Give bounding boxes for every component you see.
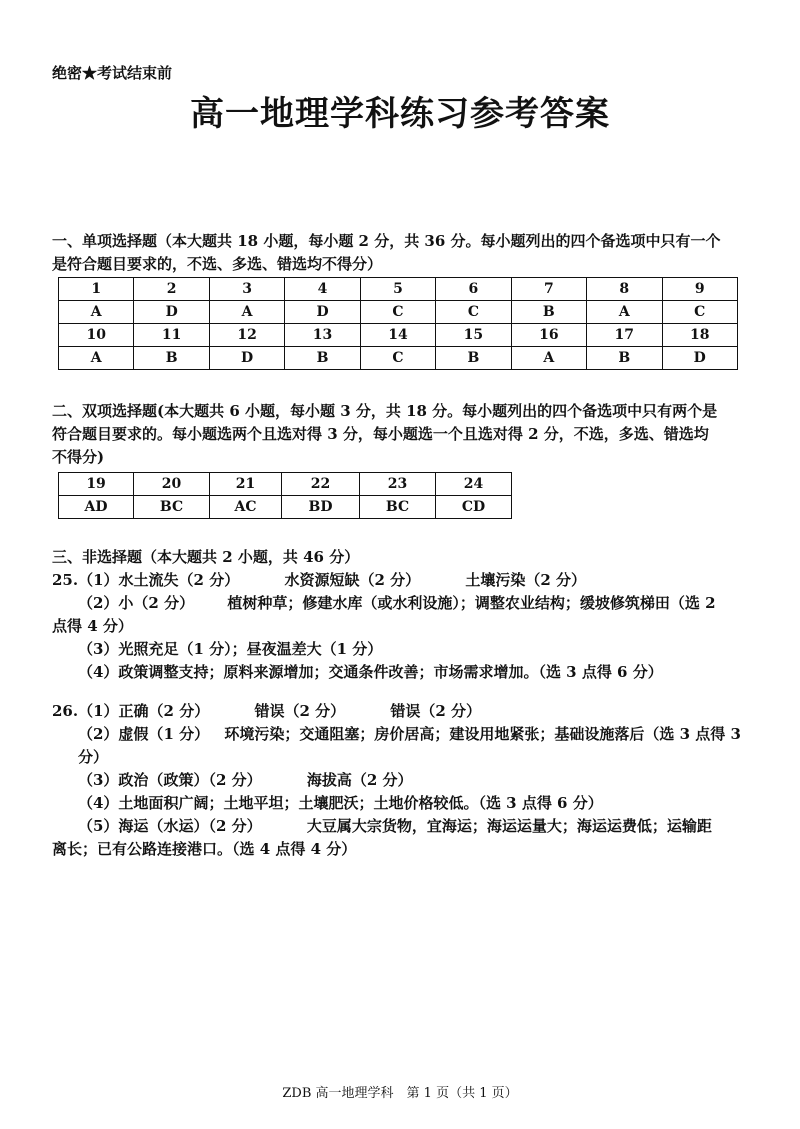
q26-part2-b: 环境污染；交通阻塞；房价居高；建设用地紧张；基础设施落后（选 3 点得 3 — [224, 725, 741, 743]
section2-heading-line1: 二、双项选择题(本大题共 6 小题，每小题 3 分，共 18 分。每小题列出的四个备选项中只有两个是 — [52, 402, 718, 420]
q26-part2-a: （2）虚假（1 分） — [78, 725, 210, 743]
section2-table-cell: 20 — [134, 473, 210, 496]
section1-table-cell: 1 — [59, 278, 134, 301]
section2-table-cell: CD — [435, 496, 511, 519]
q25-part2-cont: 点得 4 分） — [52, 617, 133, 635]
section1-table-cell: C — [360, 347, 435, 370]
q26-part3-b: 海拔高（2 分） — [306, 771, 413, 789]
section2-table-cell: BC — [134, 496, 210, 519]
q26-part1-c: 错误（2 分） — [390, 702, 482, 720]
section1-table-cell: C — [436, 301, 511, 324]
q26-part2-cont: 分） — [78, 748, 109, 766]
q26-part5-cont: 离长；已有公路连接港口。（选 4 点得 4 分） — [52, 840, 357, 858]
section1-heading-line2: 是符合题目要求的，不选、多选、错选均不得分） — [52, 255, 383, 273]
section1-table-cell: B — [134, 347, 209, 370]
q25-part1-b: 水资源短缺（2 分） — [284, 571, 421, 589]
section1-table-cell: 4 — [285, 278, 360, 301]
q26-part1 — [52, 700, 752, 723]
q25-part2-a: （2）小（2 分） — [78, 594, 195, 612]
q26-part4: （4）土地面积广阔；土地平坦；土壤肥沃；土地价格较低。（选 3 点得 6 分） — [78, 794, 603, 812]
q25-part3: （3）光照充足（1 分）；昼夜温差大（1 分） — [78, 640, 383, 658]
section1-table-cell: 11 — [134, 324, 209, 347]
section1-table-cell: 5 — [360, 278, 435, 301]
q26-part5 — [52, 815, 752, 838]
section1-table-row — [59, 324, 738, 347]
section2-table-cell: 22 — [281, 473, 359, 496]
section1-table-cell: 6 — [436, 278, 511, 301]
section2-table-row — [59, 473, 512, 496]
section1-table-cell: B — [285, 347, 360, 370]
page-title: 高一地理学科练习参考答案 — [190, 94, 610, 134]
confidential-label: 绝密★考试结束前 — [52, 64, 173, 82]
section2-table-cell: BD — [281, 496, 359, 519]
q26-part2 — [52, 723, 752, 746]
section1-table-cell: 10 — [59, 324, 134, 347]
section1-heading-line1: 一、单项选择题（本大题共 18 小题，每小题 2 分，共 36 分。每小题列出的四个备选项中只有一个 — [52, 232, 721, 250]
section1-table-cell: 15 — [436, 324, 511, 347]
section3 — [52, 546, 752, 861]
section1-table-row — [59, 301, 738, 324]
section1-table-row — [59, 347, 738, 370]
section1-table-cell: 8 — [587, 278, 662, 301]
q26-part3 — [52, 769, 752, 792]
section1-table-cell: B — [587, 347, 662, 370]
q25-part2 — [52, 592, 752, 615]
page-footer: ZDB 高一地理学科 第 1 页（共 1 页） — [282, 1086, 518, 1101]
section1-table-row — [59, 278, 738, 301]
section1-table-cell: D — [662, 347, 738, 370]
section2-heading-line3: 不得分) — [52, 448, 105, 466]
section1-table-cell: A — [209, 301, 284, 324]
section1-table-cell: 18 — [662, 324, 738, 347]
section1-table-cell: A — [587, 301, 662, 324]
q26-part5-b: 大豆属大宗货物，宜海运；海运运量大；海运运费低；运输距 — [306, 817, 712, 835]
section1-table-cell: D — [285, 301, 360, 324]
section2-table-cell: 24 — [435, 473, 511, 496]
section1-table-cell: D — [209, 347, 284, 370]
section1-table-cell: 2 — [134, 278, 209, 301]
section1-table-cell: 12 — [209, 324, 284, 347]
q26-part3-a: （3）政治（政策）（2 分） — [78, 771, 262, 789]
q25-part1-c: 土壤污染（2 分） — [465, 571, 587, 589]
section1-table-cell: D — [134, 301, 209, 324]
section2-heading-line2: 符合题目要求的。每小题选两个且选对得 3 分，每小题选一个且选对得 2 分，不选，多选、错选均 — [52, 425, 709, 443]
q25-part4: （4）政策调整支持；原料来源增加；交通条件改善；市场需求增加。（选 3 点得 6 分） — [78, 663, 663, 681]
section2-table-cell: AC — [209, 496, 281, 519]
section3-heading: 三、非选择题（本大题共 2 小题，共 46 分） — [52, 548, 360, 566]
section1-table-cell: A — [511, 347, 586, 370]
section2-answer-table — [58, 472, 512, 519]
section1-table-cell: A — [59, 347, 134, 370]
section1-heading — [52, 230, 752, 276]
section1-table-cell: 17 — [587, 324, 662, 347]
section1-answer-table — [58, 277, 738, 370]
q26-part1-a: 26.（1）正确（2 分） — [52, 702, 210, 720]
section1-table-cell: A — [59, 301, 134, 324]
section1-table-cell: C — [662, 301, 738, 324]
section2-table-cell: BC — [360, 496, 436, 519]
section2-table-cell: 23 — [360, 473, 436, 496]
section2-table-row — [59, 496, 512, 519]
section1-table-cell: 7 — [511, 278, 586, 301]
q26-part1-b: 错误（2 分） — [254, 702, 346, 720]
section2-table-cell: 21 — [209, 473, 281, 496]
section1-table-cell: 13 — [285, 324, 360, 347]
section1-table-cell: C — [360, 301, 435, 324]
section1-table-cell: 16 — [511, 324, 586, 347]
section1-table-cell: B — [436, 347, 511, 370]
section2-table-cell: AD — [59, 496, 134, 519]
section1-table-cell: 9 — [662, 278, 738, 301]
q25-part1 — [52, 569, 752, 592]
section1-table-cell: 3 — [209, 278, 284, 301]
q25-part2-b: 植树种草；修建水库（或水利设施）；调整农业结构；缓坡修筑梯田（选 2 — [227, 594, 716, 612]
section1-table-cell: B — [511, 301, 586, 324]
section1-table-cell: 14 — [360, 324, 435, 347]
section2-heading — [52, 400, 752, 469]
q25-part1-a: 25.（1）水土流失（2 分） — [52, 571, 240, 589]
section2-table-cell: 19 — [59, 473, 134, 496]
q26-part5-a: （5）海运（水运）（2 分） — [78, 817, 262, 835]
